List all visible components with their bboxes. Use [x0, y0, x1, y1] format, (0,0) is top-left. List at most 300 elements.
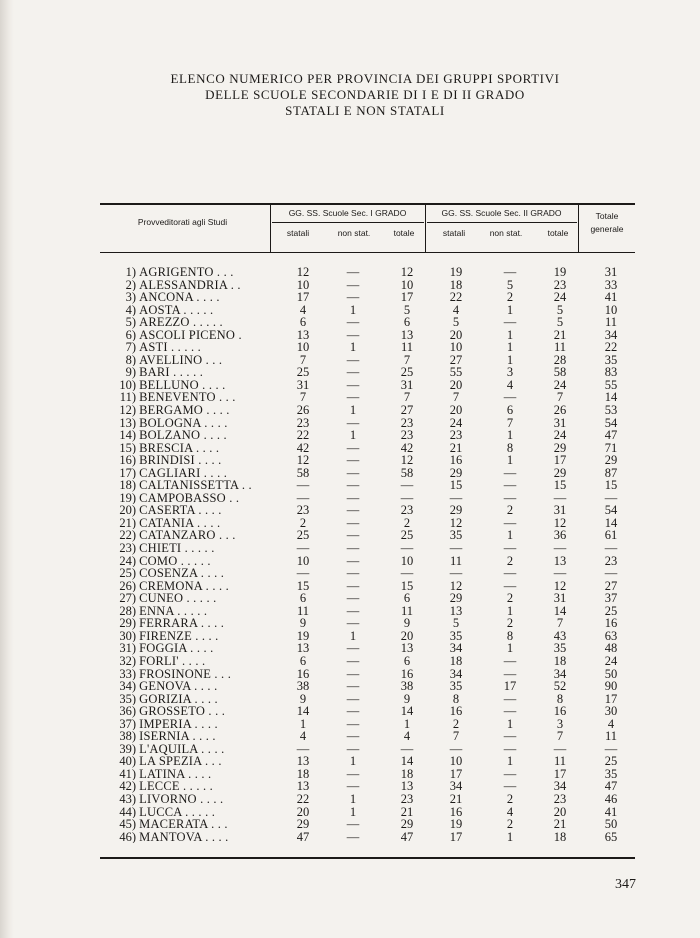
value-cell: —: [346, 365, 360, 380]
row-number: 29): [119, 617, 136, 630]
value-cell: —: [346, 817, 360, 832]
province-name: CUNEO . . . . .: [139, 592, 217, 605]
value-cell: 23: [400, 791, 414, 806]
value-cell: 55: [449, 365, 463, 380]
value-cell: 18: [449, 653, 463, 668]
value-cell: —: [604, 741, 618, 756]
value-cell: —: [346, 528, 360, 543]
row-number: 30): [119, 629, 136, 643]
value-cell: 25: [400, 365, 414, 380]
province-cell: [100, 655, 268, 668]
table-row: [100, 479, 635, 492]
value-cell: 7: [299, 390, 307, 405]
value-cell: —: [296, 566, 310, 581]
value-cell: 13: [400, 779, 414, 794]
value-cell: 29: [449, 465, 463, 480]
row-number: 33): [119, 667, 136, 681]
value-cell: 17: [400, 290, 414, 305]
value-cell: 12: [400, 453, 414, 468]
row-number: 38): [119, 730, 136, 743]
value-cell: 2: [506, 290, 514, 305]
value-cell: 6: [403, 315, 411, 330]
province-name: FERRARA . . . .: [139, 617, 225, 630]
value-cell: 5: [403, 302, 411, 317]
value-cell: 47: [604, 779, 618, 794]
province-cell: [100, 755, 268, 768]
row-number: 15): [119, 441, 136, 455]
value-cell: 42: [296, 440, 310, 455]
value-cell: 17: [503, 679, 517, 694]
value-cell: 4: [403, 729, 411, 744]
province-cell: [100, 304, 268, 317]
row-number: 14): [119, 429, 136, 442]
value-cell: 54: [604, 503, 618, 518]
row-number: 25): [119, 567, 136, 580]
value-cell: 11: [400, 340, 414, 355]
province-cell: [100, 341, 268, 354]
province-name: GROSSETO . . .: [139, 705, 226, 718]
row-number: 18): [119, 479, 136, 492]
province-name: FROSINONE . . .: [139, 667, 232, 681]
value-cell: 30: [604, 704, 618, 719]
value-cell: 2: [506, 503, 514, 518]
province-cell: [100, 818, 268, 831]
province-cell: [100, 529, 268, 542]
province-name: AOSTA . . . . .: [139, 303, 214, 317]
value-cell: 10: [296, 553, 310, 568]
value-cell: 17: [553, 766, 567, 781]
value-cell: 25: [604, 754, 618, 769]
province-name: BOLZANO . . . .: [139, 429, 227, 442]
value-cell: 27: [400, 403, 414, 418]
table-row: [100, 718, 635, 731]
value-cell: —: [553, 741, 567, 756]
province-cell: [100, 366, 268, 379]
value-cell: 13: [296, 779, 310, 794]
value-cell: 17: [296, 290, 310, 305]
value-cell: 47: [296, 829, 310, 844]
province-cell: [100, 793, 268, 806]
table-row: [100, 266, 635, 279]
value-cell: 1: [506, 603, 514, 618]
value-cell: 23: [296, 503, 310, 518]
province-name: LIVORNO . . . .: [139, 792, 224, 806]
value-cell: 29: [449, 503, 463, 518]
value-cell: 34: [553, 666, 567, 681]
value-cell: 14: [604, 515, 618, 530]
value-cell: 7: [556, 729, 564, 744]
value-cell: 15: [553, 478, 567, 493]
value-cell: 58: [296, 465, 310, 480]
value-cell: 27: [449, 352, 463, 367]
row-number: 27): [119, 592, 136, 605]
province-name: MANTOVA . . . .: [139, 830, 229, 844]
value-cell: 12: [553, 515, 567, 530]
row-number: 43): [119, 792, 136, 806]
value-cell: 13: [449, 603, 463, 618]
value-cell: —: [503, 478, 517, 493]
value-cell: —: [503, 779, 517, 794]
value-cell: —: [503, 729, 517, 744]
province-cell: [100, 479, 268, 492]
row-number: 6): [125, 328, 136, 342]
row-number: 2): [125, 278, 136, 292]
value-cell: 2: [506, 817, 514, 832]
value-cell: 10: [449, 754, 463, 769]
value-cell: 1: [506, 641, 514, 656]
value-cell: 13: [296, 327, 310, 342]
province-cell: [100, 680, 268, 693]
province-cell: [100, 404, 268, 417]
province-name: CATANZARO . . .: [139, 529, 236, 543]
province-name: ANCONA . . . .: [139, 291, 220, 304]
row-number: 34): [119, 680, 136, 693]
value-cell: 6: [299, 315, 307, 330]
value-cell: 5: [556, 302, 564, 317]
value-cell: —: [400, 741, 414, 756]
value-cell: —: [346, 641, 360, 656]
value-cell: 50: [604, 817, 618, 832]
value-cell: 31: [553, 415, 567, 430]
province-name: ASCOLI PICENO .: [139, 328, 242, 342]
value-cell: 23: [449, 428, 463, 443]
value-cell: 6: [299, 653, 307, 668]
table-row: [100, 567, 635, 580]
value-cell: 11: [449, 553, 463, 568]
value-cell: —: [503, 566, 517, 581]
value-cell: 11: [400, 603, 414, 618]
value-cell: 20: [400, 628, 414, 643]
value-cell: 17: [449, 766, 463, 781]
row-number: 19): [119, 491, 136, 505]
province-cell: [100, 329, 268, 342]
value-cell: —: [503, 766, 517, 781]
row-number: 31): [119, 642, 136, 655]
province-name: CAMPOBASSO . .: [139, 491, 240, 505]
title-line-3: STATALI E NON STATALI: [285, 103, 445, 118]
value-cell: 1: [349, 302, 357, 317]
value-cell: 12: [296, 453, 310, 468]
value-cell: —: [400, 566, 414, 581]
value-cell: 46: [604, 791, 618, 806]
value-cell: —: [400, 490, 414, 505]
value-cell: —: [604, 541, 618, 556]
value-cell: —: [503, 490, 517, 505]
header-group-rule: [272, 222, 424, 223]
value-cell: 25: [296, 365, 310, 380]
value-cell: 61: [604, 528, 618, 543]
province-name: ASTI . . . . .: [139, 341, 201, 354]
value-cell: —: [346, 415, 360, 430]
value-cell: 26: [553, 403, 567, 418]
province-name: AGRIGENTO . . .: [139, 266, 234, 279]
value-cell: 20: [449, 327, 463, 342]
province-cell: [100, 630, 268, 643]
value-cell: 29: [449, 591, 463, 606]
value-cell: 2: [452, 716, 460, 731]
title-line-2: DELLE SCUOLE SECONDARIE DI I E DI II GRADO: [205, 87, 525, 102]
row-number: 41): [119, 767, 136, 781]
row-number: 8): [125, 353, 136, 367]
value-cell: 24: [553, 377, 567, 392]
value-cell: 4: [299, 302, 307, 317]
value-cell: 26: [296, 403, 310, 418]
table-row: [100, 680, 635, 693]
value-cell: 87: [604, 465, 618, 480]
value-cell: 17: [449, 829, 463, 844]
province-name: CALTANISSETTA . .: [139, 479, 252, 492]
value-cell: —: [503, 541, 517, 556]
value-cell: 28: [553, 352, 567, 367]
value-cell: 2: [506, 791, 514, 806]
value-cell: 25: [400, 528, 414, 543]
header-group-first-grade: GG. SS. Scuole Sec. I GRADO: [288, 208, 407, 218]
province-cell: [100, 517, 268, 530]
table-row: [100, 655, 635, 668]
row-number: 45): [119, 818, 136, 831]
data-table-body: [100, 266, 635, 843]
value-cell: 1: [349, 628, 357, 643]
value-cell: —: [346, 766, 360, 781]
value-cell: 52: [553, 679, 567, 694]
value-cell: —: [553, 490, 567, 505]
value-cell: —: [296, 478, 310, 493]
row-number: 10): [119, 378, 136, 392]
province-name: CASERTA . . . .: [139, 504, 222, 517]
header-provveditorati: Provveditorati agli Studi: [137, 217, 228, 227]
value-cell: —: [346, 515, 360, 530]
value-cell: 38: [400, 679, 414, 694]
value-cell: —: [503, 653, 517, 668]
value-cell: 11: [604, 315, 618, 330]
province-name: IMPERIA . . . .: [139, 717, 218, 731]
header-col-totale: totale: [393, 228, 415, 238]
value-cell: —: [346, 377, 360, 392]
value-cell: 34: [553, 779, 567, 794]
value-cell: —: [346, 591, 360, 606]
value-cell: 31: [553, 591, 567, 606]
value-cell: 8: [556, 691, 564, 706]
value-cell: —: [346, 327, 360, 342]
value-cell: —: [346, 390, 360, 405]
value-cell: 4: [506, 804, 514, 819]
value-cell: 19: [553, 265, 567, 279]
value-cell: 15: [400, 578, 414, 593]
document-title: [100, 71, 630, 119]
value-cell: 35: [449, 528, 463, 543]
province-name: BERGAMO . . . .: [139, 404, 230, 417]
value-cell: —: [346, 290, 360, 305]
table-row: [100, 793, 635, 806]
row-number: 36): [119, 705, 136, 718]
province-cell: [100, 831, 268, 844]
province-cell: [100, 291, 268, 304]
province-name: BARI . . . . .: [139, 366, 204, 379]
value-cell: 6: [403, 653, 411, 668]
province-name: COSENZA . . . .: [139, 567, 225, 580]
row-number: 46): [119, 830, 136, 844]
province-name: COMO . . . . .: [139, 554, 211, 568]
province-cell: [100, 580, 268, 593]
row-number: 35): [119, 692, 136, 706]
value-cell: 41: [604, 804, 618, 819]
value-cell: 1: [349, 791, 357, 806]
province-cell: [100, 705, 268, 718]
value-cell: —: [346, 716, 360, 731]
row-number: 32): [119, 654, 136, 668]
table-row: [100, 404, 635, 417]
table-row: [100, 316, 635, 329]
value-cell: 10: [449, 340, 463, 355]
value-cell: 10: [400, 553, 414, 568]
value-cell: 23: [553, 277, 567, 292]
value-cell: 31: [553, 503, 567, 518]
value-cell: 35: [449, 679, 463, 694]
value-cell: —: [449, 566, 463, 581]
value-cell: 2: [506, 591, 514, 606]
row-number: 21): [119, 516, 136, 530]
value-cell: 90: [604, 679, 618, 694]
table-row: [100, 605, 635, 618]
value-cell: —: [346, 553, 360, 568]
province-name: MACERATA . . .: [139, 818, 228, 831]
province-cell: [100, 542, 268, 555]
value-cell: 4: [452, 302, 460, 317]
value-cell: 2: [506, 553, 514, 568]
value-cell: 31: [296, 377, 310, 392]
row-number: 20): [119, 504, 136, 517]
row-number: 24): [119, 554, 136, 568]
value-cell: 7: [403, 352, 411, 367]
value-cell: 12: [400, 265, 414, 279]
value-cell: 9: [403, 691, 411, 706]
row-number: 4): [125, 303, 136, 317]
value-cell: 5: [506, 277, 514, 292]
value-cell: 53: [604, 403, 618, 418]
province-name: AVELLINO . . .: [139, 353, 223, 367]
province-name: ENNA . . . . .: [139, 604, 208, 618]
province-cell: [100, 442, 268, 455]
province-name: BOLOGNA . . . .: [139, 416, 228, 430]
value-cell: 5: [556, 315, 564, 330]
value-cell: 50: [604, 666, 618, 681]
value-cell: 6: [299, 591, 307, 606]
value-cell: 34: [449, 666, 463, 681]
value-cell: 63: [604, 628, 618, 643]
value-cell: 35: [604, 766, 618, 781]
province-cell: [100, 454, 268, 467]
value-cell: 16: [449, 704, 463, 719]
row-number: 17): [119, 466, 136, 480]
value-cell: 16: [296, 666, 310, 681]
province-name: ALESSANDRIA . .: [139, 278, 241, 292]
value-cell: 35: [604, 352, 618, 367]
value-cell: 17: [604, 691, 618, 706]
table-header-rule: [100, 252, 635, 253]
value-cell: 29: [400, 817, 414, 832]
value-cell: 15: [449, 478, 463, 493]
value-cell: 10: [296, 340, 310, 355]
value-cell: —: [346, 603, 360, 618]
province-name: LECCE . . . . .: [139, 780, 213, 793]
value-cell: 42: [400, 440, 414, 455]
value-cell: —: [346, 490, 360, 505]
value-cell: —: [503, 704, 517, 719]
value-cell: 1: [506, 829, 514, 844]
header-totale-generale-2: generale: [590, 224, 624, 234]
value-cell: 18: [553, 653, 567, 668]
value-cell: —: [346, 265, 360, 279]
value-cell: 15: [296, 578, 310, 593]
value-cell: —: [346, 729, 360, 744]
value-cell: 13: [296, 754, 310, 769]
value-cell: —: [296, 490, 310, 505]
row-number: 16): [119, 454, 136, 467]
value-cell: 29: [296, 817, 310, 832]
province-name: CAGLIARI . . . .: [139, 466, 228, 480]
value-cell: —: [346, 503, 360, 518]
value-cell: 11: [553, 340, 567, 355]
value-cell: 31: [400, 377, 414, 392]
header-group-second-grade: GG. SS. Scuole Sec. II GRADO: [441, 208, 562, 218]
value-cell: 54: [604, 415, 618, 430]
value-cell: 11: [296, 603, 310, 618]
value-cell: —: [503, 465, 517, 480]
province-name: BRINDISI . . . .: [139, 454, 222, 467]
row-number: 11): [119, 391, 136, 405]
province-cell: [100, 743, 268, 756]
value-cell: 29: [604, 453, 618, 468]
value-cell: 16: [553, 704, 567, 719]
value-cell: 47: [604, 428, 618, 443]
value-cell: 10: [604, 302, 618, 317]
value-cell: —: [346, 653, 360, 668]
value-cell: 7: [403, 390, 411, 405]
header-col-non-stat: non stat.: [489, 228, 523, 238]
value-cell: 19: [449, 817, 463, 832]
value-cell: 1: [349, 428, 357, 443]
value-cell: 34: [604, 327, 618, 342]
header-col-statali: statali: [442, 228, 466, 238]
title-line-1: ELENCO NUMERICO PER PROVINCIA DEI GRUPPI SPORTIVI: [170, 71, 560, 86]
value-cell: 13: [553, 553, 567, 568]
value-cell: 2: [403, 515, 411, 530]
value-cell: 14: [400, 704, 414, 719]
value-cell: 1: [506, 352, 514, 367]
province-name: GORIZIA . . . .: [139, 692, 218, 706]
province-name: FIRENZE . . . .: [139, 629, 219, 643]
value-cell: 1: [349, 754, 357, 769]
value-cell: 5: [452, 616, 460, 631]
value-cell: 1: [506, 453, 514, 468]
value-cell: 25: [296, 528, 310, 543]
value-cell: 16: [400, 666, 414, 681]
value-cell: 21: [553, 817, 567, 832]
table-top-rule: [100, 203, 635, 205]
province-name: CATANIA . . . .: [139, 516, 221, 530]
province-cell: [100, 718, 268, 731]
value-cell: 29: [553, 465, 567, 480]
value-cell: 1: [349, 340, 357, 355]
value-cell: 23: [400, 428, 414, 443]
table-row: [100, 429, 635, 442]
province-name: LA SPEZIA . . .: [139, 755, 222, 768]
value-cell: 7: [556, 616, 564, 631]
province-cell: [100, 492, 268, 505]
header-col-totale: totale: [547, 228, 569, 238]
value-cell: 4: [299, 729, 307, 744]
value-cell: 9: [299, 691, 307, 706]
